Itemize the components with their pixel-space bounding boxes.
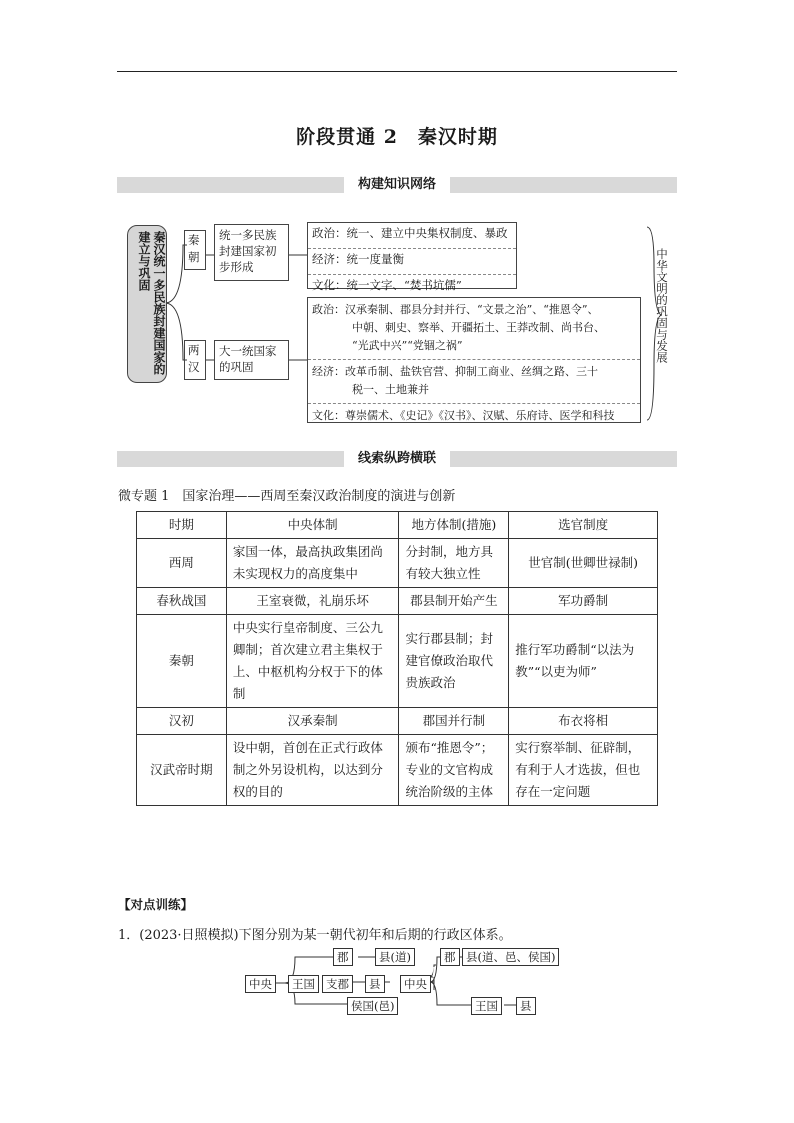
table-header-row [137,512,658,539]
diagram-right-wangguo: 王国 [471,997,502,1015]
diagram-right-jun: 郡 [440,948,460,966]
table-row [137,708,658,735]
han-summary: 大一统国家的巩固 [214,340,289,380]
network-root: 秦汉统一多民族封建国家的建立与巩固 [127,225,167,383]
han-economy [308,360,640,404]
han-details [307,297,641,423]
practice-label: 【对点训练】 [118,897,194,912]
section-banner-label-2: 线索纵跨横联 [344,449,450,469]
qin-summary: 统一多民族封建国家初步形成 [214,224,289,281]
han-economy-line-2: 税一、土地兼并 [352,383,429,396]
diagram-right-xian-multi: 县(道、邑、侯国) [462,948,559,966]
table-cell: 汉武帝时期 [137,735,227,806]
table-header: 时期 [137,512,227,539]
table-header: 中央体制 [226,512,399,539]
han-label: 两汉 [184,340,206,380]
table-cell: 家国一体，最高执政集团尚未实现权力的高度集中 [226,539,399,588]
table-cell: 春秋战国 [137,588,227,615]
table-cell: 秦朝 [137,615,227,708]
han-politics [308,298,640,360]
top-rule [117,71,677,72]
table-cell: 实行察举制、征辟制，有利于人才选拔，但也存在一定问题 [509,735,658,806]
han-politics-line-1: 政治：汉承秦制、郡县分封并行、“文景之治”、“推恩令”、 [312,303,599,316]
han-culture: 文化：尊崇儒术、《史记》《汉书》、汉赋、乐府诗、医学和科技 [312,409,615,422]
table-row [137,539,658,588]
table-header: 选官制度 [509,512,658,539]
question-text: 1．(2023·日照模拟)下图分别为某一朝代初年和后期的行政区体系。 [118,928,512,943]
table-cell: 郡县制开始产生 [399,588,509,615]
table-row [137,588,658,615]
table-cell: 中央实行皇帝制度、三公九卿制；首次建立君主集权于上、中枢机构分权于下的体制 [226,615,399,708]
diagram-left-jun: 郡 [333,948,353,966]
diagram-left-wangguo: 王国 [288,975,319,993]
diagram-center-left: 中央 [245,975,276,993]
diagram-left-xian-dao: 县(道) [375,948,415,966]
table-header: 地方体制(措施) [399,512,509,539]
table-cell: 西周 [137,539,227,588]
comparison-table [136,511,658,806]
table-cell: 布衣将相 [509,708,658,735]
network-right-label: 中华文明的巩固与发展 [655,248,669,363]
section-banner-clues [117,451,677,467]
table-row [137,735,658,806]
table-cell: 郡国并行制 [399,708,509,735]
table-cell: 分封制，地方具有较大独立性 [399,539,509,588]
table-cell: 颁布“推恩令”；专业的文官构成统治阶级的主体 [399,735,509,806]
qin-culture: 文化：统一文字、“焚书坑儒” [312,278,462,292]
page-title: 阶段贯通 2 秦汉时期 [296,126,498,148]
table-row [137,615,658,708]
table-cell: 世官制(世卿世禄制) [509,539,658,588]
qin-economy: 经济：统一度量衡 [308,249,516,275]
table-cell: 实行郡县制；封建官僚政治取代贵族政治 [399,615,509,708]
han-politics-line-3: “光武中兴”“党锢之祸” [352,339,463,352]
diagram-left-xian: 县 [365,975,385,993]
qin-label: 秦朝 [184,230,206,270]
qin-details [307,222,517,292]
table-cell: 推行军功爵制“以法为教”“以吏为师” [509,615,658,708]
diagram-left-houguo: 侯国(邑) [347,997,398,1015]
table-cell: 汉初 [137,708,227,735]
table-cell: 设中朝，首创在正式行政体制之外另设机构，以达到分权的目的 [226,735,399,806]
han-politics-line-2: 中朝、刺史、察举、开疆拓土、王莽改制、尚书台、 [352,321,605,334]
qin-politics: 政治：统一、建立中央集权制度、暴政 [308,223,516,249]
table-cell: 王室衰微，礼崩乐坏 [226,588,399,615]
table-cell: 汉承秦制 [226,708,399,735]
han-economy-line-1: 经济：改革币制、盐铁官营、抑制工商业、丝绸之路、三十 [312,365,598,378]
section-banner-network [117,177,677,193]
table-cell: 军功爵制 [509,588,658,615]
diagram-left-zhijun: 支郡 [322,975,353,993]
section-banner-label: 构建知识网络 [344,175,450,195]
topic-title: 微专题 1 国家治理——西周至秦汉政治制度的演进与创新 [118,489,456,504]
diagram-right-xian: 县 [516,997,536,1015]
diagram-center-right: 中央 [400,975,431,993]
